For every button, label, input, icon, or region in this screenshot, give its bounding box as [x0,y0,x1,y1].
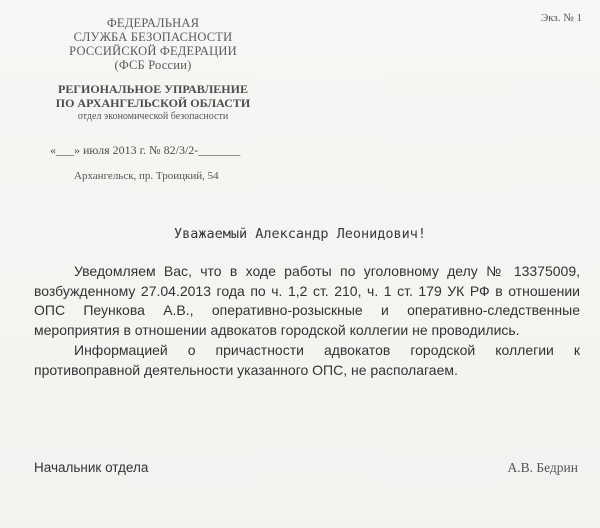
salutation: Уважаемый Александр Леонидович! [174,226,426,242]
region-line: ПО АРХАНГЕЛЬСКОЙ ОБЛАСТИ [55,96,251,110]
agency-line: ФЕДЕРАЛЬНАЯ [106,16,200,30]
sender-address: Архангельск, пр. Троицкий, 54 [74,170,219,182]
region-block [38,82,268,123]
agency-line: (ФСБ России) [114,58,192,72]
signature-title: Начальник отдела [34,460,149,475]
agency-line: СЛУЖБА БЕЗОПАСНОСТИ [73,30,233,44]
agency-line: РОССИЙСКОЙ ФЕДЕРАЦИИ [69,44,237,58]
letterhead [38,16,268,123]
date-reference: «___» июля 2013 г. № 82/3/2-_______ [50,143,241,157]
copy-number: Экз. № 1 [540,12,582,24]
signature-name: А.В. Бедрин [507,460,578,475]
region-line: РЕГИОНАЛЬНОЕ УПРАВЛЕНИЕ [58,82,248,96]
body-paragraph: Уведомляем Вас, что в ходе работы по уголовному делу № 13375009, возбужденному 27.04.2013 года по ч. 1,2 ст. 210, ч. 1 ст. 179 УК РФ в отношении ОПС Пеункова А.В., оперативно-розыскные и оперативно-следственные мероприятия в отношении адвокатов городской коллегии не проводились. [34,263,580,338]
body-paragraph: Информацией о причастности адвокатов городской коллегии к противоправной деятельности указанного ОПС, не располагаем. [34,342,580,378]
department-line: отдел экономической безопасности [77,111,229,122]
letter-body [34,262,580,381]
